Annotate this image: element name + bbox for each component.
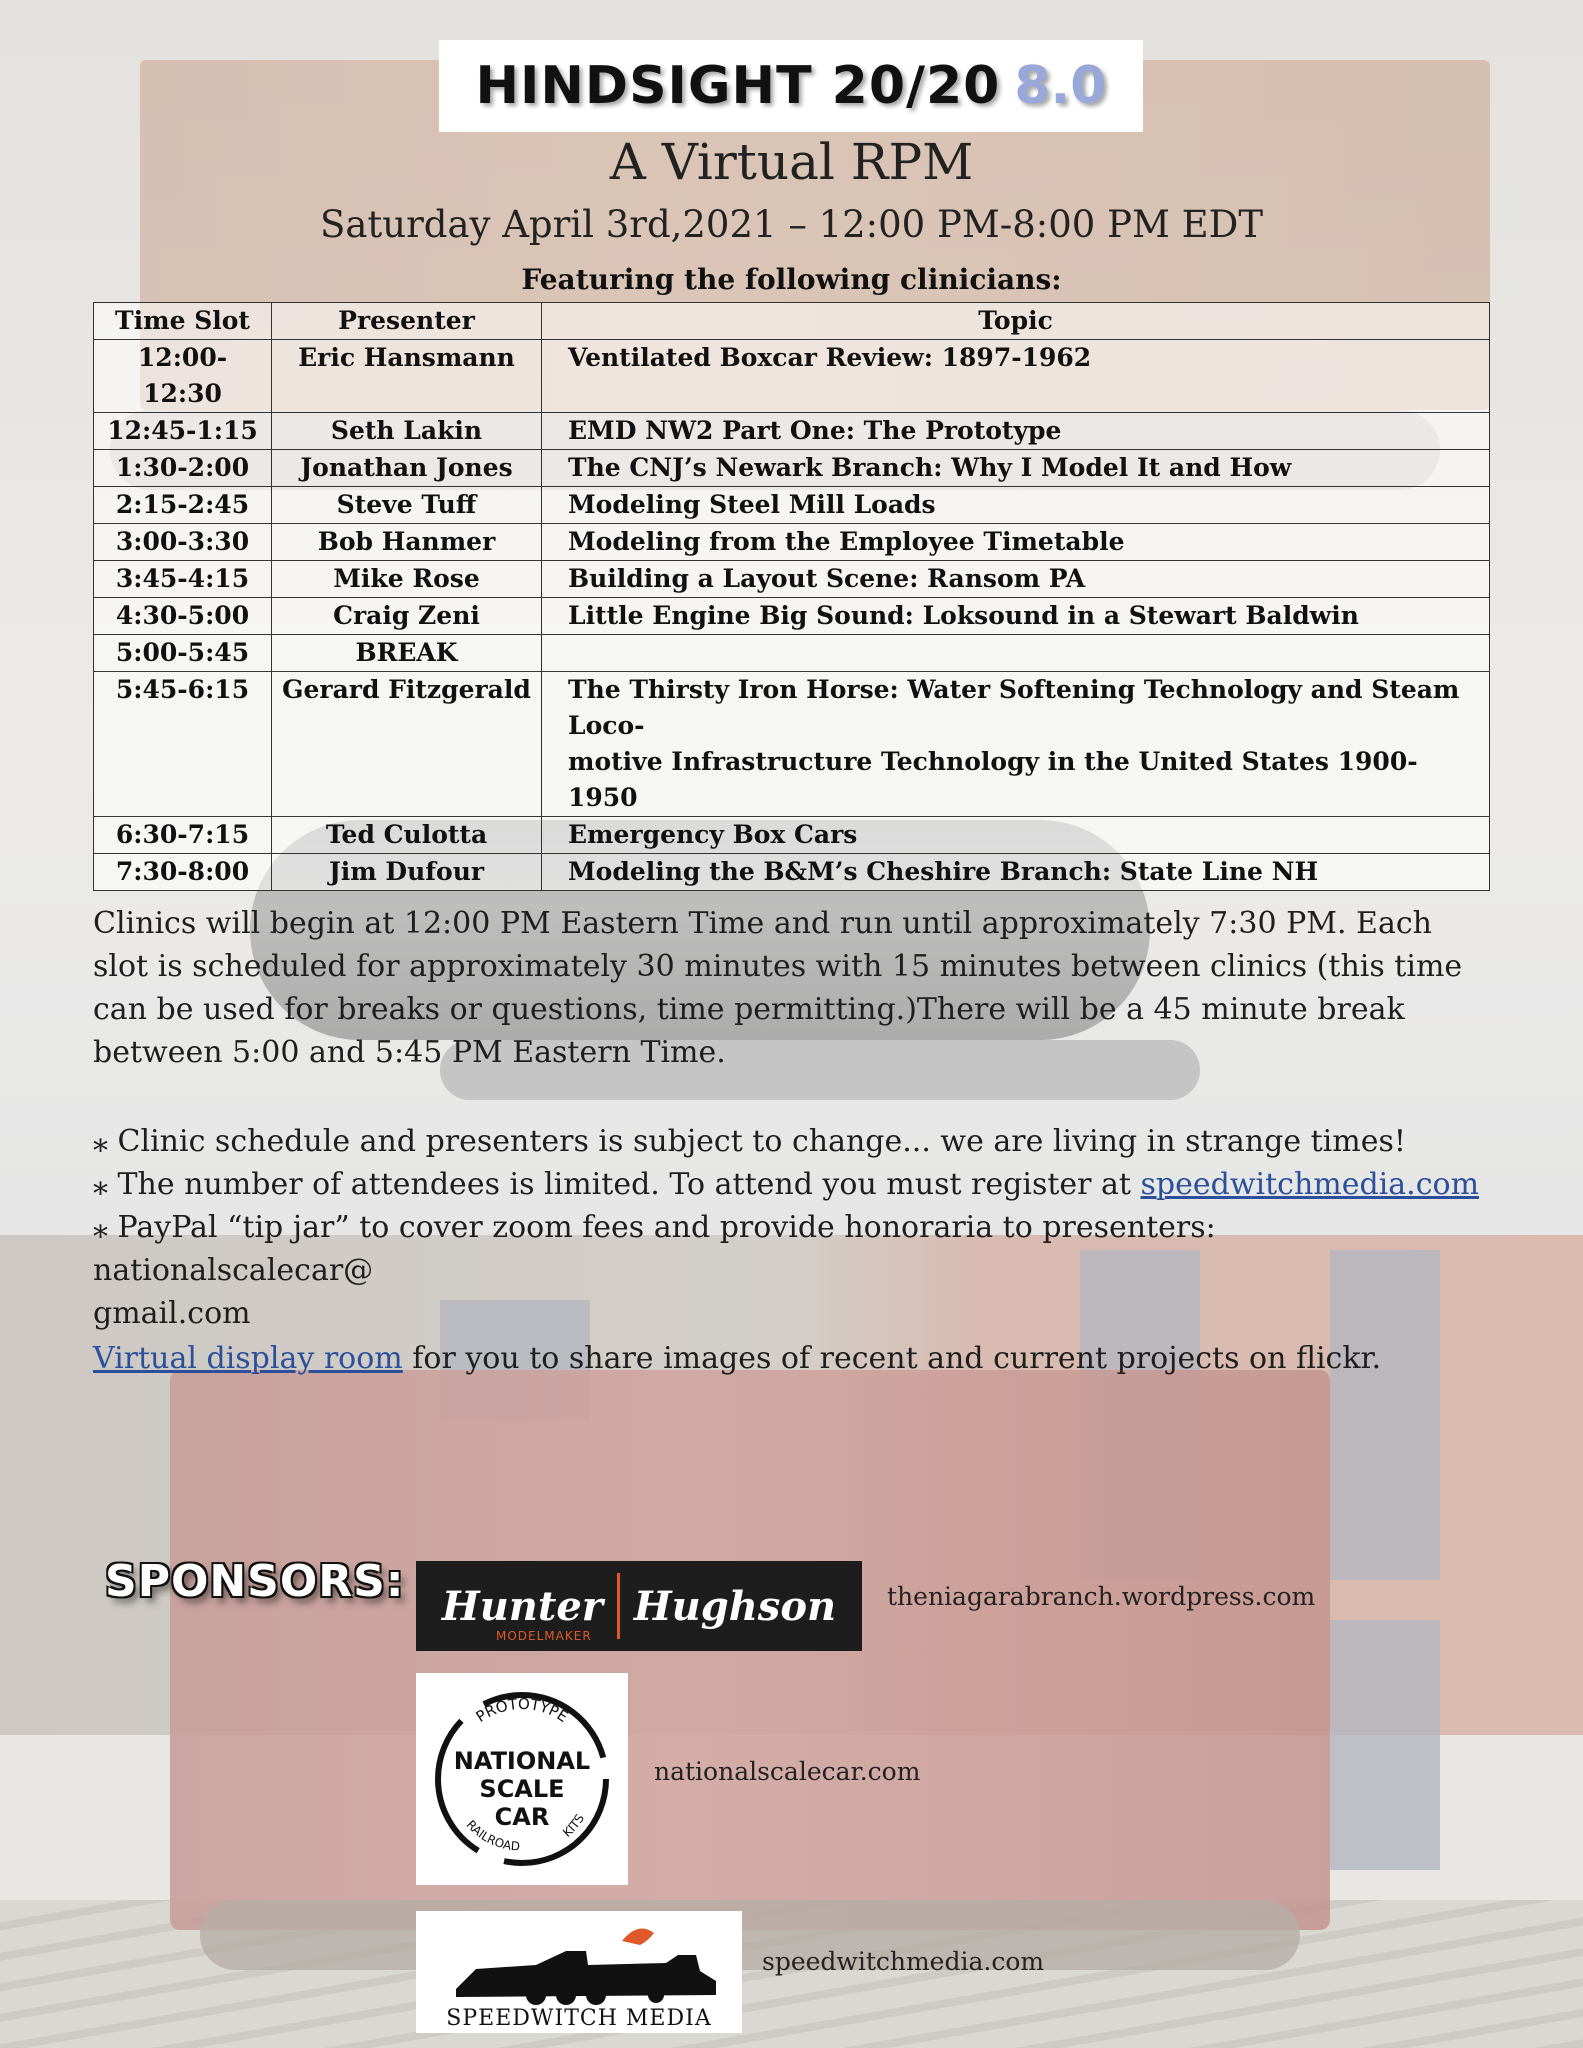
presenter: Gerard Fitzgerald bbox=[272, 672, 542, 817]
topic bbox=[542, 635, 1490, 672]
presenter: Bob Hanmer bbox=[272, 524, 542, 561]
speedwitch-media-logo bbox=[416, 1911, 742, 2033]
event-subtitle: A Virtual RPM bbox=[609, 133, 974, 191]
logo-line-scale: SCALE bbox=[479, 1775, 565, 1803]
notes-list bbox=[93, 1120, 1493, 1335]
background-boxcar-bottom-trucks bbox=[200, 1900, 1300, 1970]
topic: The CNJ’s Newark Branch: Why I Model It and How bbox=[542, 450, 1490, 487]
background-window bbox=[1330, 1620, 1440, 1870]
hunter-hughson-logo bbox=[416, 1561, 862, 1651]
hunter-hughson-divider bbox=[617, 1573, 620, 1639]
time-slot: 12:00-12:30 bbox=[94, 340, 272, 413]
time-slot: 3:45-4:15 bbox=[94, 561, 272, 598]
presenter: Mike Rose bbox=[272, 561, 542, 598]
topic: Building a Layout Scene: Ransom PA bbox=[542, 561, 1490, 598]
presenter: Seth Lakin bbox=[272, 413, 542, 450]
time-slot: 6:30-7:15 bbox=[94, 817, 272, 854]
schedule-table bbox=[93, 302, 1490, 891]
topic: Modeling the B&M’s Cheshire Branch: State Line NH bbox=[542, 854, 1490, 891]
table-row bbox=[94, 340, 1490, 413]
presenter: Jonathan Jones bbox=[272, 450, 542, 487]
note-registration-text: ⁎ The number of attendees is limited. To attend you must register at bbox=[93, 1167, 1141, 1202]
sponsors-heading: SPONSORS: bbox=[105, 1556, 405, 1607]
sponsor-url-niagara: theniagarabranch.wordpress.com bbox=[887, 1582, 1316, 1611]
event-version: 8.0 bbox=[1014, 56, 1107, 116]
table-row bbox=[94, 487, 1490, 524]
time-slot: 2:15-2:45 bbox=[94, 487, 272, 524]
topic bbox=[542, 672, 1490, 817]
column-header-time: Time Slot bbox=[94, 303, 272, 340]
national-scale-car-logo-graphic bbox=[416, 1673, 628, 1885]
column-header-topic: Topic bbox=[542, 303, 1490, 340]
time-slot: 4:30-5:00 bbox=[94, 598, 272, 635]
sponsor-url-speedwitch: speedwitchmedia.com bbox=[762, 1947, 1045, 1976]
hunter-hughson-logo-right: Hughson bbox=[633, 1582, 837, 1630]
event-date: Saturday April 3rd,2021 – 12:00 PM-8:00 PM EDT bbox=[320, 203, 1263, 246]
note-registration bbox=[93, 1163, 1493, 1206]
table-row bbox=[94, 413, 1490, 450]
sponsor-url-nsc: nationalscalecar.com bbox=[654, 1757, 921, 1786]
table-row bbox=[94, 524, 1490, 561]
topic-line-2: motive Infrastructure Technology in the United States 1900-1950 bbox=[568, 747, 1418, 812]
logo-line-car: CAR bbox=[494, 1803, 550, 1831]
logo-arc-top: PROTOTYPE bbox=[472, 1694, 572, 1726]
time-slot: 1:30-2:00 bbox=[94, 450, 272, 487]
national-scale-car-logo bbox=[416, 1673, 628, 1885]
table-row bbox=[94, 635, 1490, 672]
column-header-presenter: Presenter bbox=[272, 303, 542, 340]
featuring-heading: Featuring the following clinicians: bbox=[521, 263, 1062, 296]
clinic-info-paragraph: Clinics will begin at 12:00 PM Eastern Time and run until approximately 7:30 PM. Each slot is scheduled for approximately 30 minutes with 15 minutes between clinics (this time can be used for breaks or questions, time permitting.)There will be a 45 minute break between 5:00 and 5:45 PM Eastern Time. bbox=[93, 906, 1463, 1070]
logo-arc-railroad: RAILROAD bbox=[463, 1817, 521, 1854]
display-room-line bbox=[93, 1337, 1493, 1380]
hunter-hughson-divider-wrap bbox=[603, 1573, 634, 1639]
speedwitch-locomotive-icon bbox=[416, 1911, 742, 2033]
table-row bbox=[94, 854, 1490, 891]
time-slot: 3:00-3:30 bbox=[94, 524, 272, 561]
topic: Little Engine Big Sound: Loksound in a Stewart Baldwin bbox=[542, 598, 1490, 635]
table-row bbox=[94, 672, 1490, 817]
topic: Modeling Steel Mill Loads bbox=[542, 487, 1490, 524]
note-paypal: ⁎ PayPal “tip jar” to cover zoom fees and provide honoraria to presenters: nationalscalecar@ bbox=[93, 1210, 1216, 1288]
topic-line-1: The Thirsty Iron Horse: Water Softening Technology and Steam Loco- bbox=[568, 675, 1460, 740]
presenter: Craig Zeni bbox=[272, 598, 542, 635]
table-row bbox=[94, 817, 1490, 854]
table-row bbox=[94, 598, 1490, 635]
note-paypal-email: gmail.com bbox=[93, 1296, 251, 1331]
presenter: Jim Dufour bbox=[272, 854, 542, 891]
event-title: HINDSIGHT 20/20 bbox=[475, 56, 1001, 116]
time-slot: 7:30-8:00 bbox=[94, 854, 272, 891]
note-schedule-change: ⁎ Clinic schedule and presenters is subject to change... we are living in strange times! bbox=[93, 1124, 1406, 1159]
topic: Emergency Box Cars bbox=[542, 817, 1490, 854]
time-slot: 5:00-5:45 bbox=[94, 635, 272, 672]
presenter: Eric Hansmann bbox=[272, 340, 542, 413]
table-header-row bbox=[94, 303, 1490, 340]
virtual-display-room-link[interactable]: Virtual display room bbox=[93, 1341, 403, 1376]
topic: Modeling from the Employee Timetable bbox=[542, 524, 1490, 561]
topic: Ventilated Boxcar Review: 1897-1962 bbox=[542, 340, 1490, 413]
table-row bbox=[94, 450, 1490, 487]
presenter: BREAK bbox=[272, 635, 542, 672]
presenter: Steve Tuff bbox=[272, 487, 542, 524]
hunter-hughson-logo-sub: MODELMAKER bbox=[496, 1629, 592, 1643]
hunter-hughson-logo-left: Hunter bbox=[441, 1582, 603, 1630]
time-slot: 12:45-1:15 bbox=[94, 413, 272, 450]
speedwitch-name: SPEEDWITCH MEDIA bbox=[446, 2006, 712, 2031]
table-row bbox=[94, 561, 1490, 598]
register-link[interactable]: speedwitchmedia.com bbox=[1140, 1167, 1480, 1202]
logo-line-national: NATIONAL bbox=[453, 1747, 591, 1775]
time-slot: 5:45-6:15 bbox=[94, 672, 272, 817]
title-banner bbox=[439, 40, 1143, 132]
logo-arc-kits: KITS bbox=[560, 1811, 588, 1840]
topic: EMD NW2 Part One: The Prototype bbox=[542, 413, 1490, 450]
display-room-text: for you to share images of recent and current projects on flickr. bbox=[402, 1341, 1382, 1376]
presenter: Ted Culotta bbox=[272, 817, 542, 854]
